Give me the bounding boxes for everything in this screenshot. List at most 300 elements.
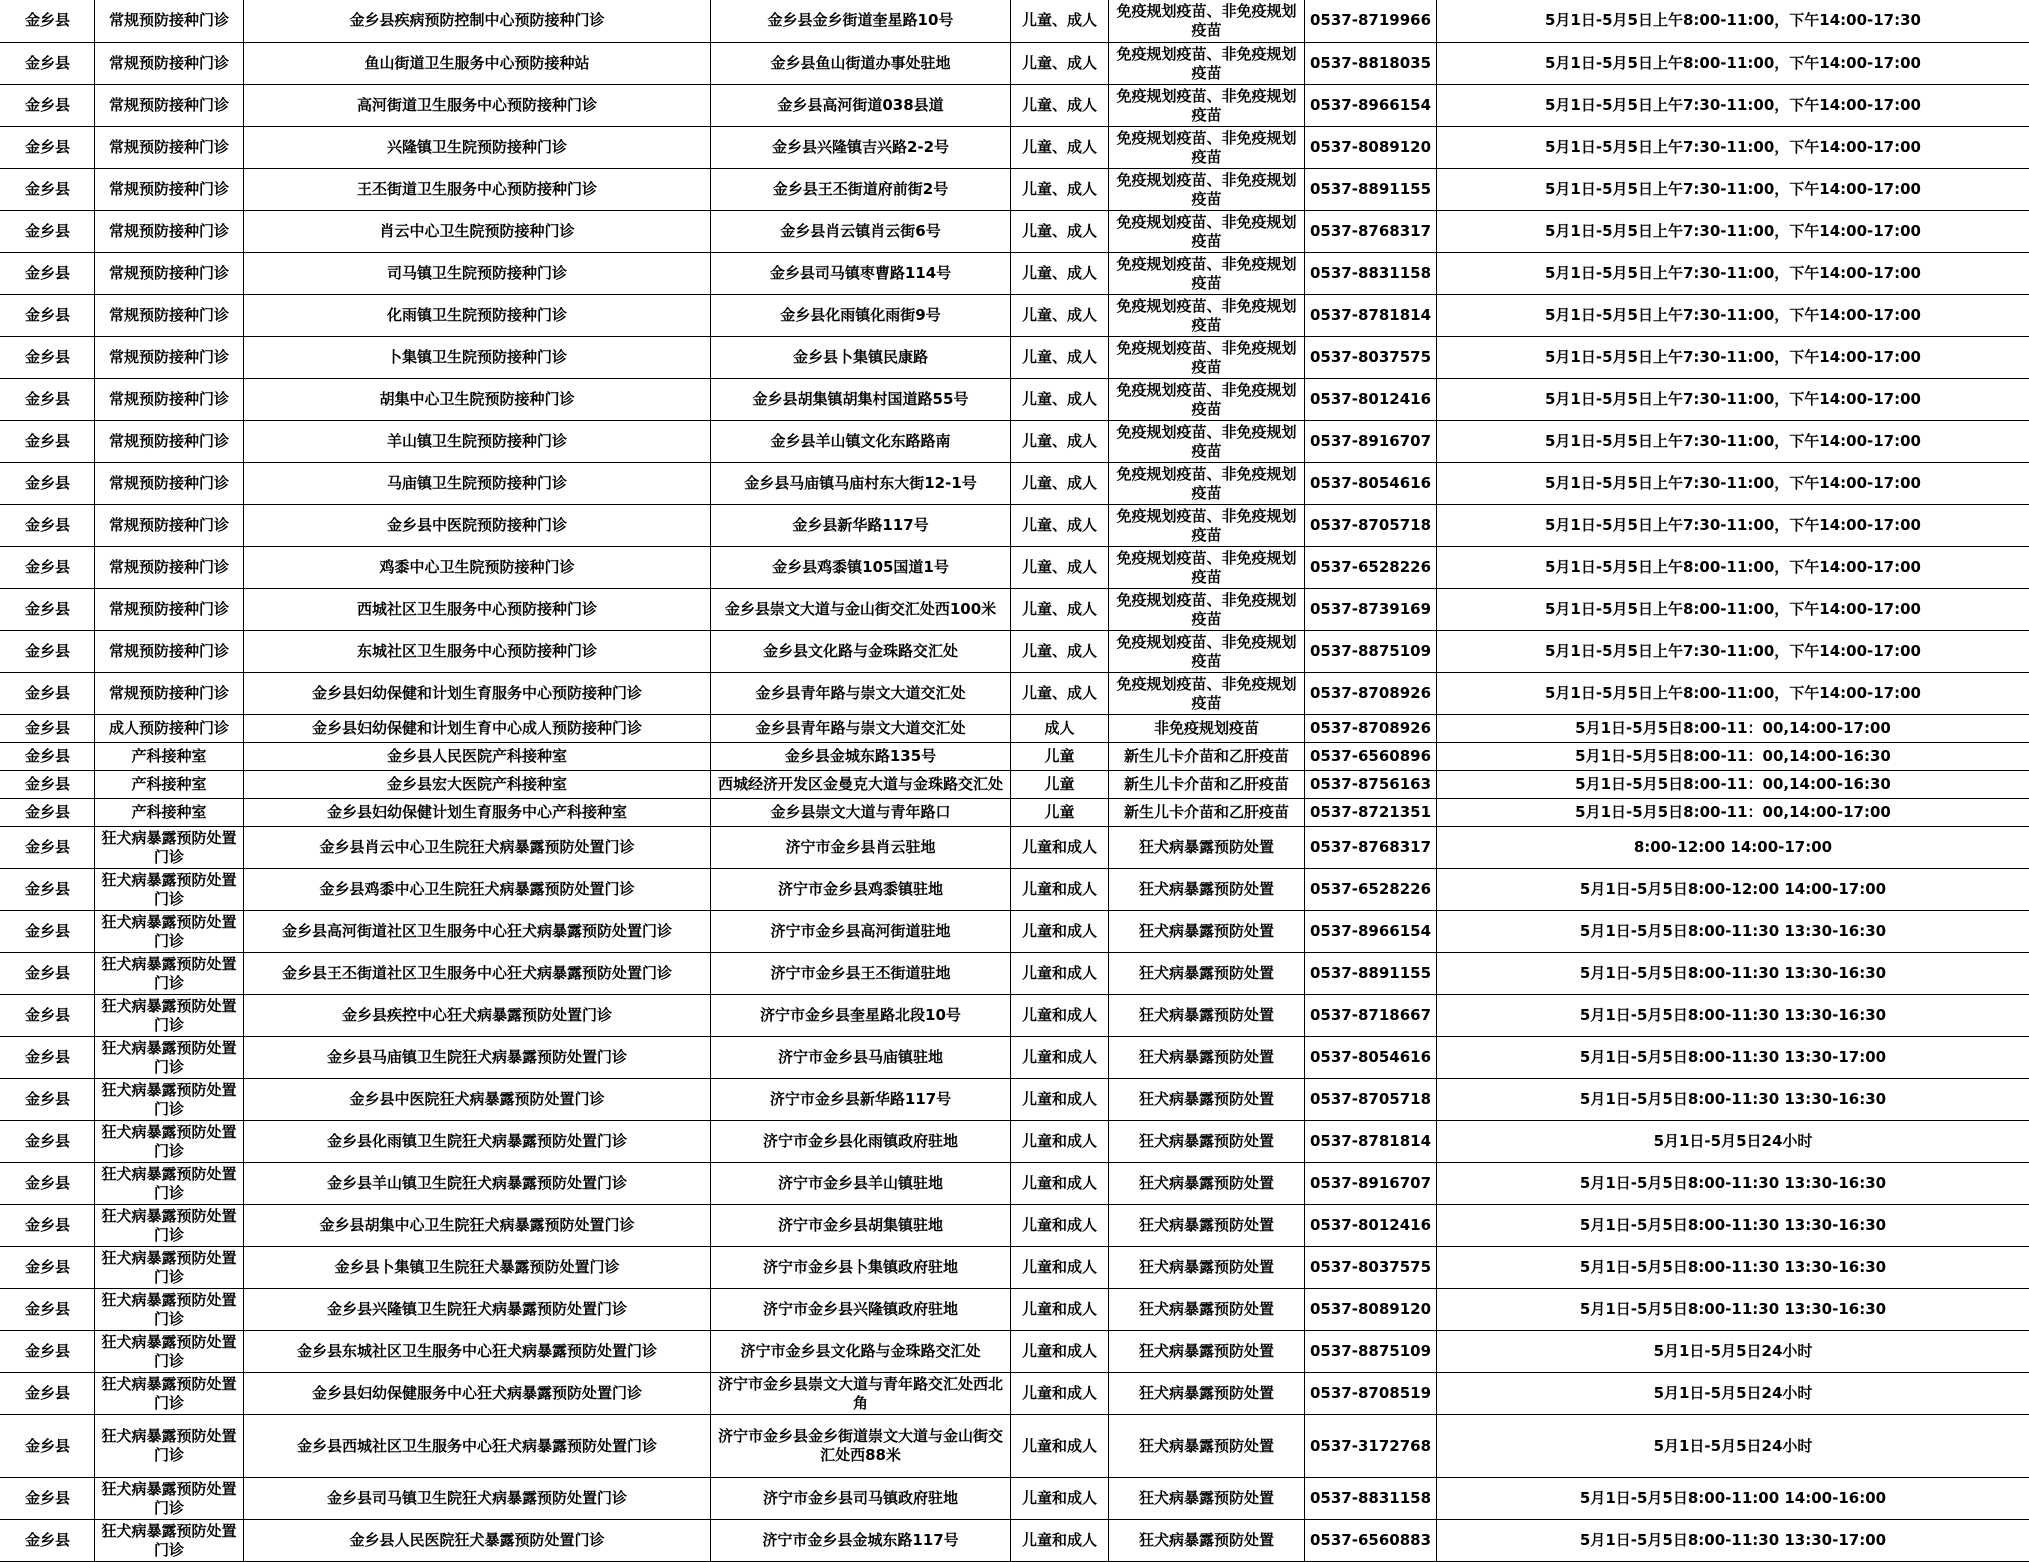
cell-county[interactable]: [1, 379, 95, 421]
cell-target-group[interactable]: [1011, 673, 1109, 715]
cell-clinic-name[interactable]: [244, 547, 711, 589]
cell-county[interactable]: [1, 43, 95, 85]
cell-hours[interactable]: [1437, 379, 2029, 421]
cell-clinic-name[interactable]: [244, 1079, 711, 1121]
cell-county[interactable]: [1, 169, 95, 211]
cell-phone[interactable]: [1305, 1205, 1437, 1247]
cell-county[interactable]: [1, 995, 95, 1037]
cell-hours[interactable]: [1437, 1205, 2029, 1247]
cell-county[interactable]: [1, 771, 95, 799]
cell-clinic-type[interactable]: [95, 379, 244, 421]
cell-vaccine-type[interactable]: [1109, 743, 1305, 771]
cell-hours[interactable]: [1437, 463, 2029, 505]
cell-address[interactable]: [711, 547, 1011, 589]
cell-address[interactable]: [711, 337, 1011, 379]
cell-clinic-type[interactable]: [95, 631, 244, 673]
cell-county[interactable]: [1, 1331, 95, 1373]
cell-vaccine-type[interactable]: [1109, 1037, 1305, 1079]
cell-phone[interactable]: [1305, 379, 1437, 421]
cell-clinic-type[interactable]: [95, 1037, 244, 1079]
cell-target-group[interactable]: [1011, 1289, 1109, 1331]
cell-phone[interactable]: [1305, 743, 1437, 771]
cell-clinic-name[interactable]: [244, 1289, 711, 1331]
cell-clinic-type[interactable]: [95, 547, 244, 589]
cell-clinic-type[interactable]: [95, 253, 244, 295]
cell-vaccine-type[interactable]: [1109, 379, 1305, 421]
cell-target-group[interactable]: [1011, 1331, 1109, 1373]
cell-target-group[interactable]: [1011, 505, 1109, 547]
cell-hours[interactable]: [1437, 547, 2029, 589]
cell-address[interactable]: [711, 295, 1011, 337]
cell-address[interactable]: [711, 85, 1011, 127]
cell-clinic-name[interactable]: [244, 1121, 711, 1163]
cell-address[interactable]: [711, 799, 1011, 827]
cell-clinic-name[interactable]: [244, 379, 711, 421]
cell-hours[interactable]: [1437, 1121, 2029, 1163]
cell-county[interactable]: [1, 953, 95, 995]
cell-phone[interactable]: [1305, 421, 1437, 463]
cell-county[interactable]: [1, 127, 95, 169]
cell-phone[interactable]: [1305, 911, 1437, 953]
cell-hours[interactable]: [1437, 505, 2029, 547]
cell-hours[interactable]: [1437, 43, 2029, 85]
cell-address[interactable]: [711, 771, 1011, 799]
cell-vaccine-type[interactable]: [1109, 589, 1305, 631]
cell-clinic-type[interactable]: [95, 1079, 244, 1121]
cell-address[interactable]: [711, 127, 1011, 169]
cell-clinic-type[interactable]: [95, 1247, 244, 1289]
cell-county[interactable]: [1, 1478, 95, 1520]
cell-address[interactable]: [711, 379, 1011, 421]
cell-vaccine-type[interactable]: [1109, 421, 1305, 463]
cell-hours[interactable]: [1437, 1163, 2029, 1205]
cell-vaccine-type[interactable]: [1109, 1163, 1305, 1205]
cell-hours[interactable]: [1437, 211, 2029, 253]
cell-clinic-type[interactable]: [95, 43, 244, 85]
cell-clinic-name[interactable]: [244, 295, 711, 337]
cell-target-group[interactable]: [1011, 337, 1109, 379]
cell-clinic-type[interactable]: [95, 995, 244, 1037]
cell-target-group[interactable]: [1011, 43, 1109, 85]
cell-vaccine-type[interactable]: [1109, 127, 1305, 169]
cell-phone[interactable]: [1305, 673, 1437, 715]
cell-hours[interactable]: [1437, 421, 2029, 463]
cell-address[interactable]: [711, 0, 1011, 43]
cell-phone[interactable]: [1305, 1373, 1437, 1415]
cell-address[interactable]: [711, 1163, 1011, 1205]
cell-target-group[interactable]: [1011, 1163, 1109, 1205]
cell-vaccine-type[interactable]: [1109, 1331, 1305, 1373]
cell-vaccine-type[interactable]: [1109, 505, 1305, 547]
cell-phone[interactable]: [1305, 0, 1437, 43]
cell-clinic-name[interactable]: [244, 1247, 711, 1289]
cell-hours[interactable]: [1437, 715, 2029, 743]
cell-county[interactable]: [1, 1205, 95, 1247]
cell-target-group[interactable]: [1011, 169, 1109, 211]
cell-hours[interactable]: [1437, 1247, 2029, 1289]
cell-address[interactable]: [711, 1373, 1011, 1415]
cell-clinic-type[interactable]: [95, 1163, 244, 1205]
cell-clinic-type[interactable]: [95, 0, 244, 43]
cell-clinic-name[interactable]: [244, 827, 711, 869]
cell-phone[interactable]: [1305, 169, 1437, 211]
cell-phone[interactable]: [1305, 43, 1437, 85]
cell-clinic-name[interactable]: [244, 1037, 711, 1079]
cell-clinic-type[interactable]: [95, 673, 244, 715]
cell-hours[interactable]: [1437, 995, 2029, 1037]
cell-target-group[interactable]: [1011, 1205, 1109, 1247]
cell-target-group[interactable]: [1011, 631, 1109, 673]
cell-target-group[interactable]: [1011, 295, 1109, 337]
cell-target-group[interactable]: [1011, 869, 1109, 911]
cell-clinic-name[interactable]: [244, 771, 711, 799]
cell-clinic-name[interactable]: [244, 995, 711, 1037]
cell-phone[interactable]: [1305, 995, 1437, 1037]
cell-county[interactable]: [1, 1121, 95, 1163]
cell-clinic-name[interactable]: [244, 953, 711, 995]
cell-target-group[interactable]: [1011, 463, 1109, 505]
cell-hours[interactable]: [1437, 1037, 2029, 1079]
cell-address[interactable]: [711, 1520, 1011, 1562]
cell-vaccine-type[interactable]: [1109, 1373, 1305, 1415]
cell-clinic-type[interactable]: [95, 869, 244, 911]
cell-hours[interactable]: [1437, 253, 2029, 295]
cell-phone[interactable]: [1305, 337, 1437, 379]
cell-clinic-name[interactable]: [244, 127, 711, 169]
cell-clinic-name[interactable]: [244, 43, 711, 85]
cell-phone[interactable]: [1305, 1163, 1437, 1205]
cell-clinic-name[interactable]: [244, 505, 711, 547]
cell-clinic-type[interactable]: [95, 827, 244, 869]
cell-vaccine-type[interactable]: [1109, 827, 1305, 869]
cell-vaccine-type[interactable]: [1109, 253, 1305, 295]
cell-vaccine-type[interactable]: [1109, 211, 1305, 253]
cell-target-group[interactable]: [1011, 379, 1109, 421]
cell-clinic-type[interactable]: [95, 127, 244, 169]
cell-phone[interactable]: [1305, 547, 1437, 589]
cell-vaccine-type[interactable]: [1109, 1415, 1305, 1478]
cell-clinic-name[interactable]: [244, 1478, 711, 1520]
cell-clinic-type[interactable]: [95, 337, 244, 379]
cell-address[interactable]: [711, 995, 1011, 1037]
cell-address[interactable]: [711, 253, 1011, 295]
cell-phone[interactable]: [1305, 1121, 1437, 1163]
cell-county[interactable]: [1, 463, 95, 505]
cell-county[interactable]: [1, 1037, 95, 1079]
cell-target-group[interactable]: [1011, 1415, 1109, 1478]
cell-vaccine-type[interactable]: [1109, 169, 1305, 211]
cell-target-group[interactable]: [1011, 547, 1109, 589]
cell-address[interactable]: [711, 953, 1011, 995]
cell-target-group[interactable]: [1011, 771, 1109, 799]
cell-phone[interactable]: [1305, 85, 1437, 127]
cell-vaccine-type[interactable]: [1109, 547, 1305, 589]
cell-phone[interactable]: [1305, 127, 1437, 169]
cell-address[interactable]: [711, 1247, 1011, 1289]
cell-target-group[interactable]: [1011, 995, 1109, 1037]
cell-clinic-name[interactable]: [244, 715, 711, 743]
cell-address[interactable]: [711, 1121, 1011, 1163]
cell-hours[interactable]: [1437, 869, 2029, 911]
cell-address[interactable]: [711, 505, 1011, 547]
cell-clinic-name[interactable]: [244, 673, 711, 715]
cell-target-group[interactable]: [1011, 911, 1109, 953]
cell-target-group[interactable]: [1011, 1037, 1109, 1079]
cell-county[interactable]: [1, 211, 95, 253]
cell-clinic-type[interactable]: [95, 771, 244, 799]
cell-county[interactable]: [1, 673, 95, 715]
cell-clinic-type[interactable]: [95, 953, 244, 995]
cell-hours[interactable]: [1437, 337, 2029, 379]
cell-county[interactable]: [1, 1079, 95, 1121]
cell-clinic-name[interactable]: [244, 1415, 711, 1478]
cell-vaccine-type[interactable]: [1109, 715, 1305, 743]
cell-clinic-name[interactable]: [244, 631, 711, 673]
cell-hours[interactable]: [1437, 1415, 2029, 1478]
cell-hours[interactable]: [1437, 1478, 2029, 1520]
cell-clinic-type[interactable]: [95, 463, 244, 505]
cell-phone[interactable]: [1305, 827, 1437, 869]
cell-vaccine-type[interactable]: [1109, 869, 1305, 911]
cell-address[interactable]: [711, 211, 1011, 253]
cell-phone[interactable]: [1305, 1415, 1437, 1478]
cell-phone[interactable]: [1305, 253, 1437, 295]
cell-target-group[interactable]: [1011, 827, 1109, 869]
cell-clinic-name[interactable]: [244, 911, 711, 953]
cell-hours[interactable]: [1437, 1373, 2029, 1415]
cell-clinic-type[interactable]: [95, 1478, 244, 1520]
cell-vaccine-type[interactable]: [1109, 0, 1305, 43]
cell-target-group[interactable]: [1011, 589, 1109, 631]
cell-hours[interactable]: [1437, 295, 2029, 337]
cell-clinic-name[interactable]: [244, 169, 711, 211]
cell-phone[interactable]: [1305, 953, 1437, 995]
cell-address[interactable]: [711, 869, 1011, 911]
cell-vaccine-type[interactable]: [1109, 995, 1305, 1037]
cell-clinic-type[interactable]: [95, 911, 244, 953]
cell-hours[interactable]: [1437, 127, 2029, 169]
cell-clinic-name[interactable]: [244, 1373, 711, 1415]
cell-hours[interactable]: [1437, 169, 2029, 211]
cell-county[interactable]: [1, 1415, 95, 1478]
cell-hours[interactable]: [1437, 1331, 2029, 1373]
cell-vaccine-type[interactable]: [1109, 463, 1305, 505]
cell-phone[interactable]: [1305, 1520, 1437, 1562]
cell-hours[interactable]: [1437, 85, 2029, 127]
cell-clinic-name[interactable]: [244, 253, 711, 295]
cell-address[interactable]: [711, 715, 1011, 743]
cell-vaccine-type[interactable]: [1109, 1247, 1305, 1289]
cell-target-group[interactable]: [1011, 1373, 1109, 1415]
cell-target-group[interactable]: [1011, 253, 1109, 295]
cell-phone[interactable]: [1305, 631, 1437, 673]
cell-county[interactable]: [1, 295, 95, 337]
cell-vaccine-type[interactable]: [1109, 85, 1305, 127]
cell-target-group[interactable]: [1011, 1520, 1109, 1562]
cell-clinic-type[interactable]: [95, 1289, 244, 1331]
cell-phone[interactable]: [1305, 799, 1437, 827]
cell-address[interactable]: [711, 911, 1011, 953]
cell-phone[interactable]: [1305, 505, 1437, 547]
cell-county[interactable]: [1, 337, 95, 379]
cell-clinic-type[interactable]: [95, 505, 244, 547]
cell-vaccine-type[interactable]: [1109, 1289, 1305, 1331]
cell-target-group[interactable]: [1011, 85, 1109, 127]
cell-clinic-name[interactable]: [244, 589, 711, 631]
cell-target-group[interactable]: [1011, 953, 1109, 995]
cell-address[interactable]: [711, 169, 1011, 211]
cell-vaccine-type[interactable]: [1109, 1478, 1305, 1520]
cell-target-group[interactable]: [1011, 1478, 1109, 1520]
cell-hours[interactable]: [1437, 631, 2029, 673]
cell-clinic-type[interactable]: [95, 743, 244, 771]
cell-address[interactable]: [711, 421, 1011, 463]
cell-county[interactable]: [1, 1247, 95, 1289]
cell-clinic-type[interactable]: [95, 295, 244, 337]
cell-clinic-name[interactable]: [244, 743, 711, 771]
cell-clinic-type[interactable]: [95, 1373, 244, 1415]
cell-clinic-name[interactable]: [244, 0, 711, 43]
cell-county[interactable]: [1, 85, 95, 127]
cell-county[interactable]: [1, 1289, 95, 1331]
cell-hours[interactable]: [1437, 911, 2029, 953]
cell-hours[interactable]: [1437, 673, 2029, 715]
cell-target-group[interactable]: [1011, 211, 1109, 253]
cell-clinic-name[interactable]: [244, 421, 711, 463]
cell-clinic-type[interactable]: [95, 1121, 244, 1163]
cell-clinic-name[interactable]: [244, 1520, 711, 1562]
cell-hours[interactable]: [1437, 0, 2029, 43]
cell-address[interactable]: [711, 1289, 1011, 1331]
cell-phone[interactable]: [1305, 295, 1437, 337]
cell-address[interactable]: [711, 43, 1011, 85]
cell-phone[interactable]: [1305, 1478, 1437, 1520]
cell-address[interactable]: [711, 589, 1011, 631]
cell-clinic-type[interactable]: [95, 211, 244, 253]
cell-clinic-type[interactable]: [95, 1331, 244, 1373]
cell-county[interactable]: [1, 827, 95, 869]
cell-clinic-type[interactable]: [95, 799, 244, 827]
cell-phone[interactable]: [1305, 1331, 1437, 1373]
cell-target-group[interactable]: [1011, 421, 1109, 463]
cell-clinic-name[interactable]: [244, 799, 711, 827]
cell-hours[interactable]: [1437, 589, 2029, 631]
cell-target-group[interactable]: [1011, 715, 1109, 743]
cell-clinic-name[interactable]: [244, 337, 711, 379]
cell-target-group[interactable]: [1011, 1121, 1109, 1163]
cell-phone[interactable]: [1305, 1079, 1437, 1121]
cell-hours[interactable]: [1437, 1289, 2029, 1331]
cell-phone[interactable]: [1305, 1289, 1437, 1331]
cell-clinic-name[interactable]: [244, 211, 711, 253]
cell-hours[interactable]: [1437, 1079, 2029, 1121]
cell-county[interactable]: [1, 869, 95, 911]
cell-address[interactable]: [711, 631, 1011, 673]
cell-address[interactable]: [711, 1331, 1011, 1373]
cell-address[interactable]: [711, 1478, 1011, 1520]
cell-target-group[interactable]: [1011, 743, 1109, 771]
cell-hours[interactable]: [1437, 743, 2029, 771]
cell-clinic-name[interactable]: [244, 1163, 711, 1205]
cell-county[interactable]: [1, 799, 95, 827]
cell-phone[interactable]: [1305, 589, 1437, 631]
cell-target-group[interactable]: [1011, 127, 1109, 169]
cell-county[interactable]: [1, 743, 95, 771]
cell-vaccine-type[interactable]: [1109, 295, 1305, 337]
cell-vaccine-type[interactable]: [1109, 673, 1305, 715]
cell-phone[interactable]: [1305, 869, 1437, 911]
cell-clinic-type[interactable]: [95, 1415, 244, 1478]
cell-phone[interactable]: [1305, 771, 1437, 799]
cell-county[interactable]: [1, 505, 95, 547]
cell-county[interactable]: [1, 1520, 95, 1562]
cell-county[interactable]: [1, 547, 95, 589]
cell-vaccine-type[interactable]: [1109, 1520, 1305, 1562]
cell-vaccine-type[interactable]: [1109, 1205, 1305, 1247]
cell-clinic-name[interactable]: [244, 463, 711, 505]
cell-clinic-name[interactable]: [244, 1331, 711, 1373]
cell-clinic-name[interactable]: [244, 1205, 711, 1247]
cell-hours[interactable]: [1437, 1520, 2029, 1562]
cell-county[interactable]: [1, 0, 95, 43]
cell-address[interactable]: [711, 1037, 1011, 1079]
cell-address[interactable]: [711, 827, 1011, 869]
cell-vaccine-type[interactable]: [1109, 1121, 1305, 1163]
cell-vaccine-type[interactable]: [1109, 953, 1305, 995]
cell-county[interactable]: [1, 1163, 95, 1205]
cell-clinic-type[interactable]: [95, 589, 244, 631]
cell-clinic-type[interactable]: [95, 85, 244, 127]
cell-phone[interactable]: [1305, 715, 1437, 743]
cell-target-group[interactable]: [1011, 1079, 1109, 1121]
cell-hours[interactable]: [1437, 771, 2029, 799]
cell-hours[interactable]: [1437, 953, 2029, 995]
cell-county[interactable]: [1, 253, 95, 295]
cell-address[interactable]: [711, 673, 1011, 715]
cell-vaccine-type[interactable]: [1109, 631, 1305, 673]
cell-phone[interactable]: [1305, 1037, 1437, 1079]
cell-county[interactable]: [1, 1373, 95, 1415]
cell-clinic-type[interactable]: [95, 1520, 244, 1562]
cell-clinic-type[interactable]: [95, 1205, 244, 1247]
cell-vaccine-type[interactable]: [1109, 771, 1305, 799]
cell-address[interactable]: [711, 1205, 1011, 1247]
cell-vaccine-type[interactable]: [1109, 43, 1305, 85]
cell-target-group[interactable]: [1011, 799, 1109, 827]
cell-address[interactable]: [711, 1079, 1011, 1121]
cell-vaccine-type[interactable]: [1109, 337, 1305, 379]
cell-target-group[interactable]: [1011, 1247, 1109, 1289]
cell-county[interactable]: [1, 715, 95, 743]
cell-phone[interactable]: [1305, 463, 1437, 505]
cell-clinic-type[interactable]: [95, 421, 244, 463]
cell-vaccine-type[interactable]: [1109, 1079, 1305, 1121]
cell-address[interactable]: [711, 1415, 1011, 1478]
cell-clinic-name[interactable]: [244, 85, 711, 127]
cell-phone[interactable]: [1305, 211, 1437, 253]
cell-target-group[interactable]: [1011, 0, 1109, 43]
cell-hours[interactable]: [1437, 799, 2029, 827]
cell-phone[interactable]: [1305, 1247, 1437, 1289]
cell-county[interactable]: [1, 631, 95, 673]
cell-county[interactable]: [1, 421, 95, 463]
cell-address[interactable]: [711, 743, 1011, 771]
cell-vaccine-type[interactable]: [1109, 911, 1305, 953]
cell-county[interactable]: [1, 911, 95, 953]
cell-hours[interactable]: [1437, 827, 2029, 869]
cell-vaccine-type[interactable]: [1109, 799, 1305, 827]
cell-clinic-name[interactable]: [244, 869, 711, 911]
